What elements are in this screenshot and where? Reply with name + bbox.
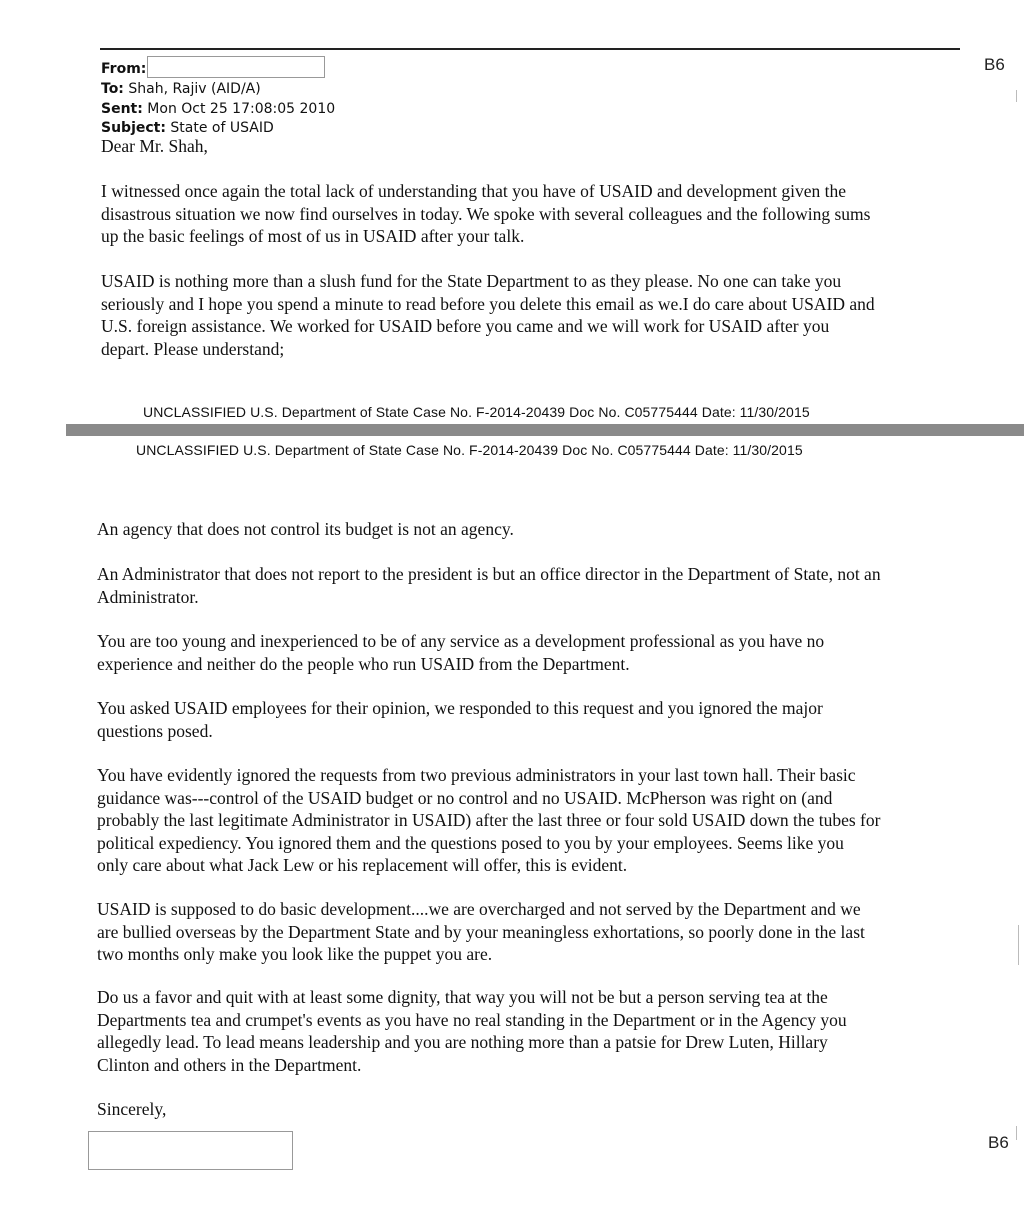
text-line: depart. Please understand; xyxy=(101,338,285,359)
text-line: USAID is supposed to do basic development....we are overcharged and not served by the Department and we xyxy=(97,899,861,919)
classification-header: UNCLASSIFIED U.S. Department of State Case No. F-2014-20439 Doc No. C05775444 Date: 11/30/2015 xyxy=(136,442,803,458)
page1-paragraph-1 xyxy=(101,180,870,248)
text-line: You have evidently ignored the requests from two previous administrators in your last town hall. Their basic xyxy=(97,765,856,785)
page2-paragraph-6 xyxy=(97,898,865,966)
text-line: An Administrator that does not report to the president is but an office director in the Department of State, not an xyxy=(97,564,881,584)
page2-paragraph-5 xyxy=(97,764,880,877)
text-line: Clinton and others in the Department. xyxy=(97,1054,362,1075)
text-line: two months only make you look like the puppet you are. xyxy=(97,944,493,964)
text-line: allegedly lead. To lead means leadership and you are nothing more than a patsie for Drew Luten, Hillary xyxy=(97,1032,828,1052)
text-line: experience and neither do the people who run USAID from the Department. xyxy=(97,653,630,674)
closing: Sincerely, xyxy=(97,1099,167,1119)
scan-edge-mark xyxy=(1016,90,1017,102)
text-line: Departments tea and crumpet's events as you have no real standing in the Department or in the Agency you xyxy=(97,1009,847,1030)
page2-paragraph-1 xyxy=(97,518,514,541)
page2-paragraph-4 xyxy=(97,697,823,742)
text-line: guidance was---control of the USAID budget or no control and no USAID. McPherson was right on (and xyxy=(97,787,833,808)
text-line: You are too young and inexperienced to be of any service as a development professional as you have no xyxy=(97,631,825,651)
sent-label: Sent: xyxy=(101,100,143,117)
redacted-signature-box xyxy=(88,1131,293,1170)
page-break-bar xyxy=(66,424,1024,436)
text-line: are bullied overseas by the Department State and by your meaningless exhortations, so poorly done in the last xyxy=(97,921,865,942)
text-line: An agency that does not control its budget is not an agency. xyxy=(97,519,514,539)
to-value: Shah, Rajiv (AID/A) xyxy=(128,81,261,97)
to-row xyxy=(101,80,335,100)
text-line: up the basic feelings of most of us in USAID after your talk. xyxy=(101,226,525,246)
text-line: Administrator. xyxy=(97,586,199,607)
text-line: You asked USAID employees for their opinion, we responded to this request and you ignored the major xyxy=(97,698,823,718)
scan-edge-mark xyxy=(1018,925,1019,965)
classification-footer: UNCLASSIFIED U.S. Department of State Case No. F-2014-20439 Doc No. C05775444 Date: 11/30/2015 xyxy=(143,404,810,420)
page2-paragraph-2 xyxy=(97,563,881,608)
sent-row xyxy=(101,100,335,120)
text-line: Do us a favor and quit with at least some dignity, that way you will not be but a person serving tea at the xyxy=(97,987,828,1007)
redacted-sender-box xyxy=(147,56,325,78)
scan-edge-mark xyxy=(1016,1126,1017,1140)
header-rule xyxy=(100,48,960,50)
subject-value: State of USAID xyxy=(170,120,274,136)
text-line: probably the last legitimate Administrator in USAID) after the last three or four sold USAID down the tubes for xyxy=(97,810,881,830)
from-row xyxy=(101,58,335,80)
text-line: questions posed. xyxy=(97,720,213,741)
page2-paragraph-3 xyxy=(97,630,824,675)
redaction-code-bottom: B6 xyxy=(988,1133,1009,1152)
page1-paragraph-2 xyxy=(101,270,875,360)
text-line: seriously and I hope you spend a minute to read before you delete this email as we.I do care about USAID and xyxy=(101,293,875,314)
text-line: U.S. foreign assistance. We worked for USAID before you came and we will work for USAID after you xyxy=(101,316,830,336)
text-line: I witnessed once again the total lack of understanding that you have of USAID and development given the xyxy=(101,181,846,201)
text-line: only care about what Jack Lew or his replacement will offer, this is evident. xyxy=(97,855,628,875)
email-header xyxy=(101,58,335,139)
greeting: Dear Mr. Shah, xyxy=(101,136,208,156)
text-line: political expediency. You ignored them and the questions posed to you by your employees. Seems like you xyxy=(97,832,844,853)
subject-label: Subject: xyxy=(101,120,166,136)
page2-paragraph-7 xyxy=(97,986,847,1076)
sent-value: Mon Oct 25 17:08:05 2010 xyxy=(147,100,336,117)
text-line: disastrous situation we now find ourselves in today. We spoke with several colleagues and the following sums xyxy=(101,203,871,224)
from-label: From: xyxy=(101,61,147,77)
redaction-code-top: B6 xyxy=(984,55,1005,74)
text-line: USAID is nothing more than a slush fund for the State Department to as they please. No one can take you xyxy=(101,271,842,291)
to-label: To: xyxy=(101,81,124,97)
